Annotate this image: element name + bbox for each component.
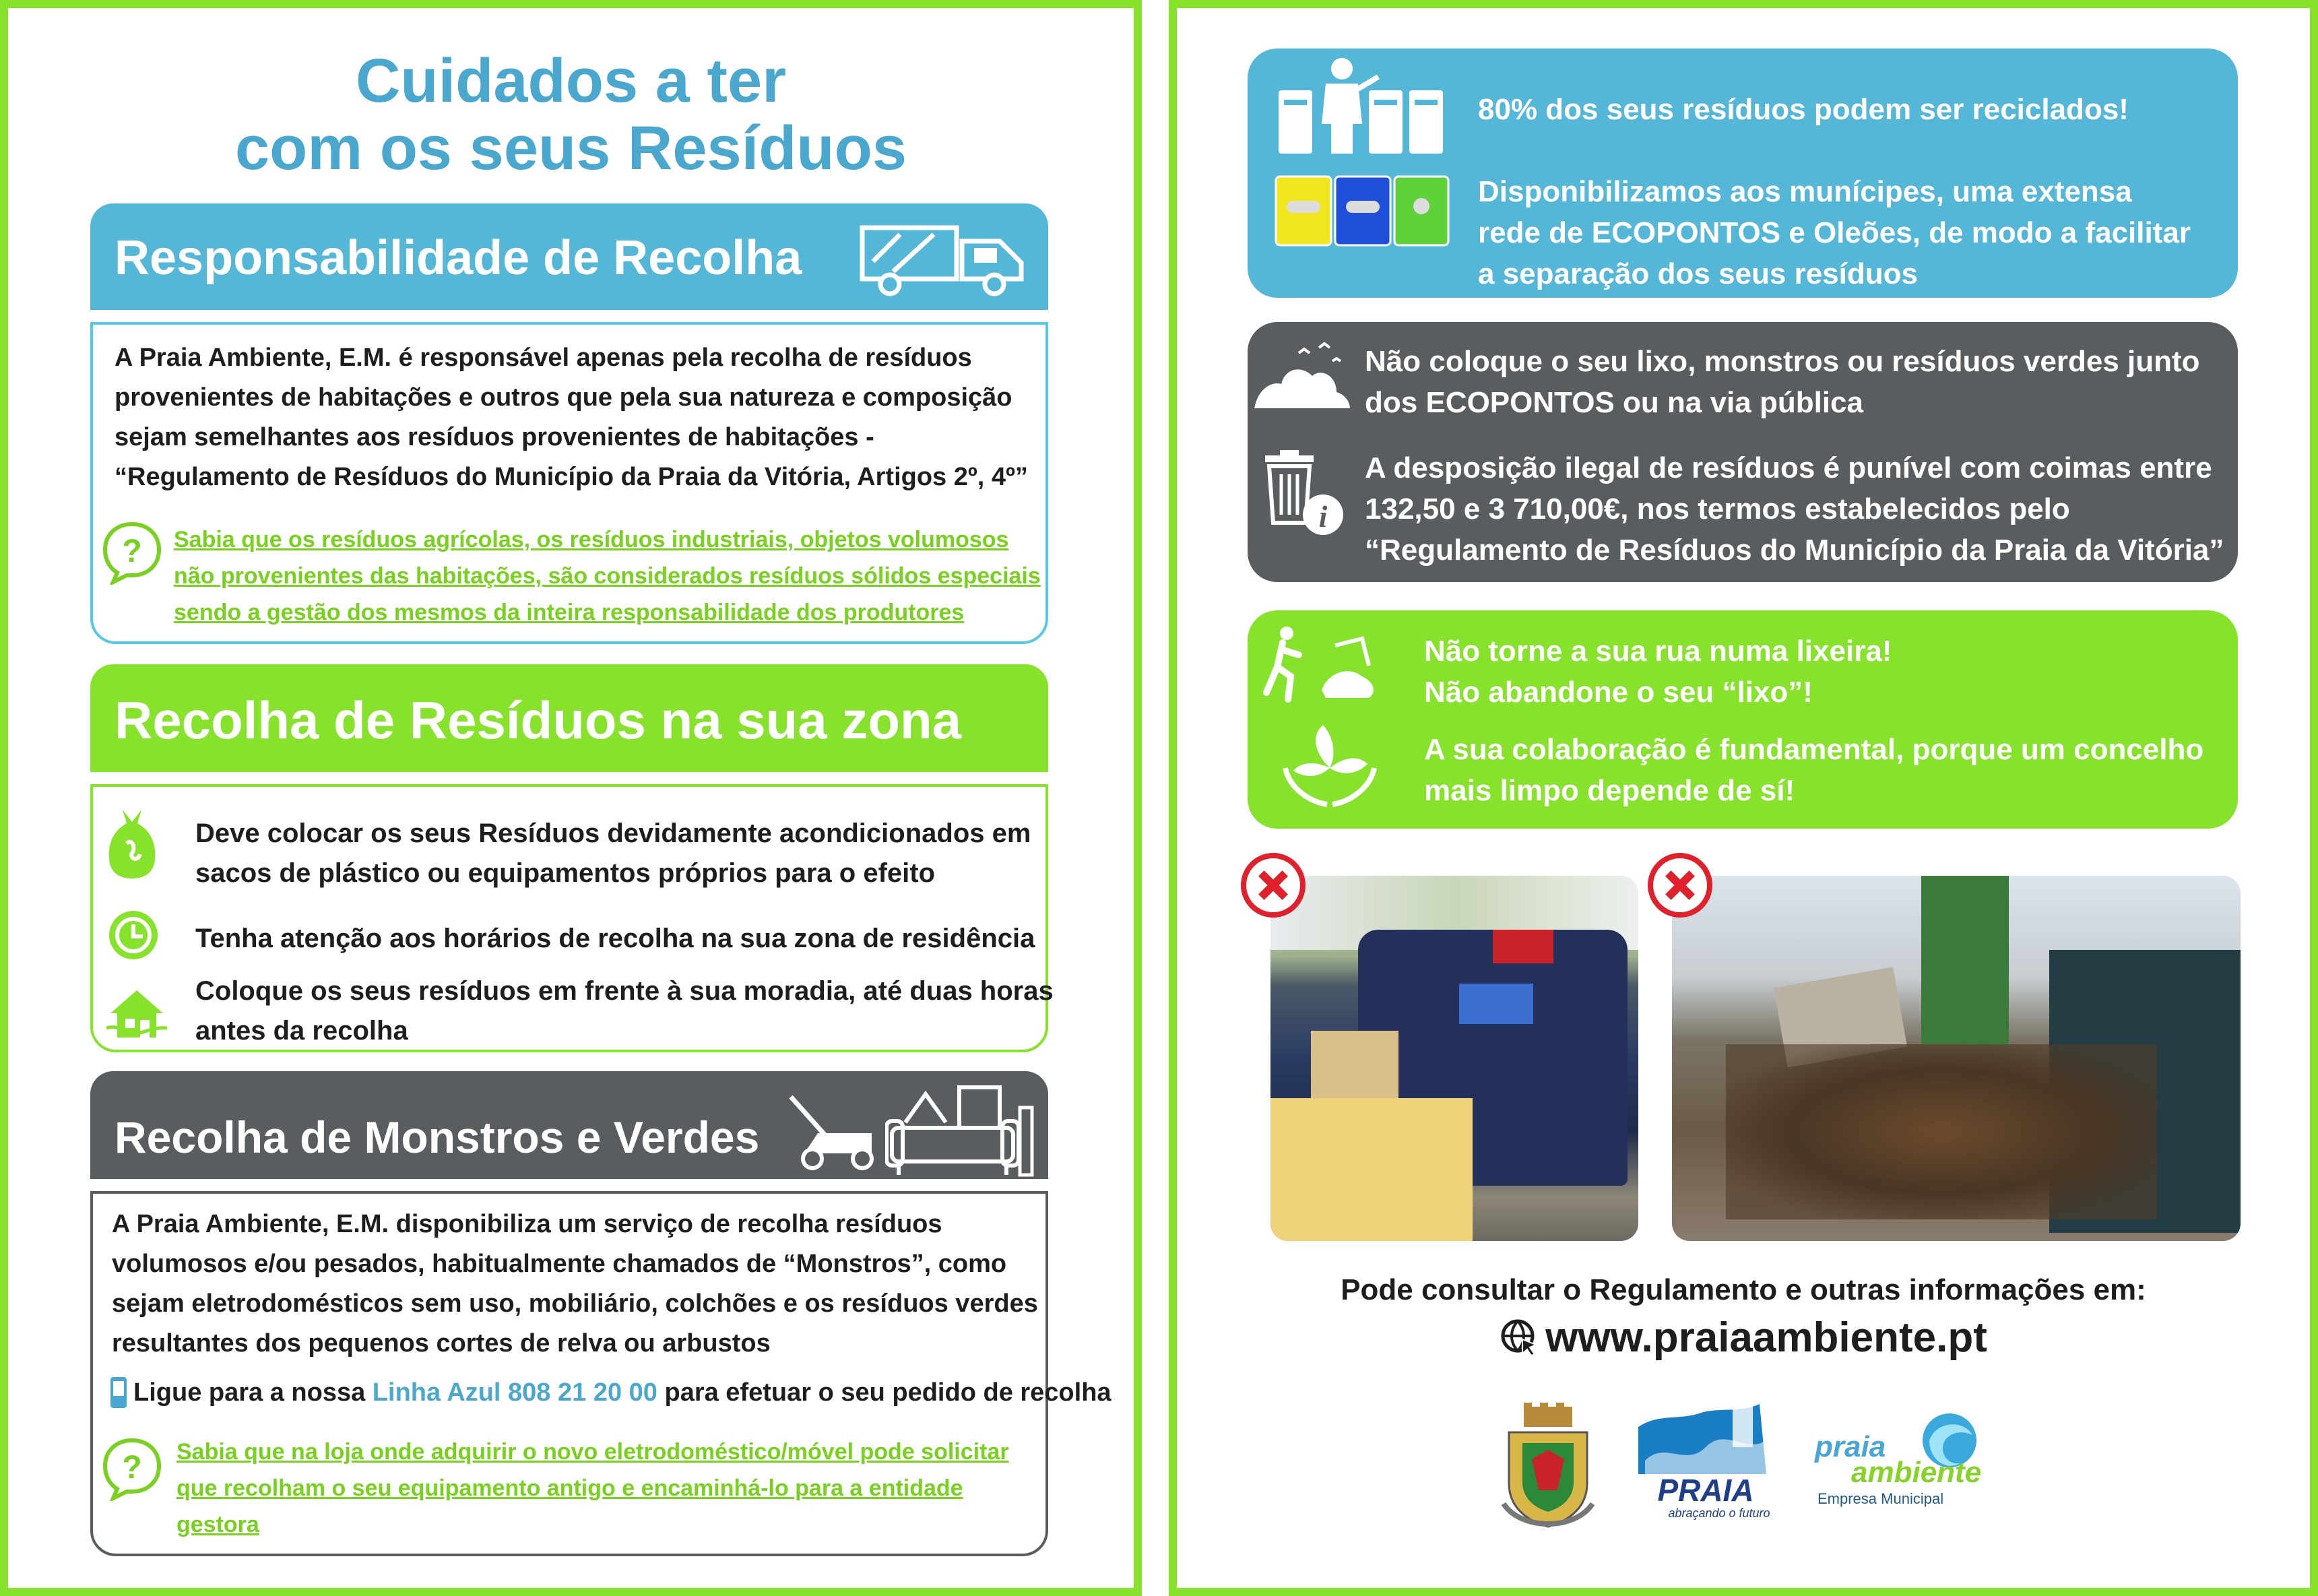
section-header-zona: [90, 664, 1048, 772]
trash-info-icon: [1260, 449, 1347, 536]
ecoponto-bins-icon: [1275, 174, 1450, 248]
question-bubble-icon: [101, 520, 163, 585]
monstros-note: Sabia que na loja onde adquirir o novo eletrodoméstico/móvel pode solicitar que recolham o seu equipamento antigo e encaminhá-lo para a entidade gestora: [176, 1439, 1009, 1537]
furniture-icon: [885, 1081, 1035, 1180]
prohibited-icon: [1241, 853, 1306, 918]
list-item: Tenha atenção aos horários de recolha na sua zona de residência: [195, 924, 1035, 953]
recycling-bins-icon: [1277, 57, 1446, 158]
phone-number[interactable]: Linha Azul 808 21 20 00: [372, 1378, 657, 1407]
section-heading: Recolha de Resíduos na sua zona: [115, 691, 961, 750]
lawnmower-icon: [777, 1091, 878, 1172]
responsabilidade-note: Sabia que os resíduos agrícolas, os resíduos industriais, objetos volumosos não provenientes das habitações, são considerados resíduos sólidos especiais sendo a gestão dos mesmos da inteira responsabilidade dos produtores: [174, 527, 1041, 625]
section-header-monstros: [90, 1071, 1048, 1179]
municipal-coat-of-arms-logo: [1501, 1403, 1595, 1535]
proibicao-text-2: A desposição ilegal de resíduos é punível com coimas entre 132,50 e 3 710,00€, nos termos estabelecidos pelo “Regulamento de Resíduos do Município da Praia da Vitória”: [1365, 451, 2224, 567]
svg-text:i: i: [1318, 499, 1328, 534]
praia-logo-text: PRAIA: [1657, 1473, 1754, 1508]
page-title: Cuidados a ter com os seus Resíduos: [235, 46, 907, 183]
reciclagem-headline: 80% dos seus resíduos podem ser reciclados!: [1478, 93, 2129, 126]
phone-icon: [109, 1376, 128, 1409]
photo-dumped-greens: [1672, 876, 2241, 1241]
ambiente-logo-text-1: praia: [1815, 1430, 1886, 1463]
reciclagem-text: Disponibilizamos aos munícipes, uma extensa rede de ECOPONTOS e Oleões, de modo a facilitar a separação dos seus resíduos: [1478, 175, 2191, 290]
proibicao-text-1: Não coloque o seu lixo, monstros ou resíduos verdes junto dos ECOPONTOS ou na via pública: [1365, 345, 2200, 419]
prohibited-icon: [1648, 853, 1712, 918]
panel-colaboracao: [1248, 610, 2238, 829]
consult-text: Pode consultar o Regulamento e outras informações em:: [1341, 1273, 2146, 1306]
person-dumping-icon: [1261, 625, 1382, 706]
question-bubble-icon: [101, 1436, 163, 1501]
truck-icon: [860, 221, 1028, 296]
svg-text:?: ?: [122, 1450, 142, 1486]
photo-ecoponto-waste: [1270, 876, 1638, 1241]
colaboracao-text-1: Não torne a sua rua numa lixeira! Não abandone o seu “lixo”!: [1424, 635, 1892, 709]
ambiente-logo-sub: Empresa Municipal: [1817, 1490, 1944, 1507]
hands-plant-icon: [1283, 721, 1377, 808]
section-header-responsabilidade: [90, 203, 1048, 310]
colaboracao-text-2: A sua colaboração é fundamental, porque um concelho mais limpo depende de sí!: [1424, 733, 2204, 807]
list-item: Deve colocar os seus Resíduos devidamente acondicionados em sacos de plástico ou equipamentos próprios para o efeito: [195, 819, 1031, 888]
svg-text:?: ?: [122, 534, 142, 569]
globe-cursor-icon: [1500, 1318, 1539, 1357]
list-item: Coloque os seus resíduos em frente à sua moradia, até duas horas antes da recolha: [195, 976, 1054, 1046]
panel-proibicao: [1248, 322, 2238, 582]
ambiente-logo-text-2: ambiente: [1851, 1456, 1982, 1489]
panel-reciclagem: [1248, 49, 2238, 298]
illegal-dump-icon: [1252, 341, 1353, 415]
website-link[interactable]: www.praiaambiente.pt: [1169, 1314, 2318, 1362]
praia-logo-tagline: abraçando o futuro: [1668, 1506, 1770, 1520]
clock-icon: [106, 908, 160, 962]
monstros-text: A Praia Ambiente, E.M. disponibiliza um serviço de recolha resíduos volumosos e/ou pesados, habitualmente chamados de “Monstros”, como sejam eletrodomésticos sem uso, mobiliário, colchões e os resíduos verdes resultantes dos pequenos cortes de relva ou arbustos: [112, 1210, 1038, 1358]
phone-line: Ligue para a nossa Linha Azul 808 21 20 00 para efetuar o seu pedido de recolha: [133, 1378, 1112, 1407]
praia-municipality-logo: [1632, 1400, 1780, 1521]
house-icon: [106, 986, 167, 1040]
section-heading: Responsabilidade de Recolha: [115, 231, 802, 285]
section-heading: Recolha de Monstros e Verdes: [115, 1112, 760, 1162]
responsabilidade-text: A Praia Ambiente, E.M. é responsável apenas pela recolha de resíduos provenientes de habitações e outros que pela sua natureza e composição sejam semelhantes aos resíduos provenientes de habitações - “Regulamento de Resíduos do Município da Praia da Vitória, Artigos 2º, 4º”: [115, 344, 1028, 491]
trash-bag-icon: [105, 806, 159, 881]
praia-ambiente-logo: [1811, 1408, 1986, 1509]
